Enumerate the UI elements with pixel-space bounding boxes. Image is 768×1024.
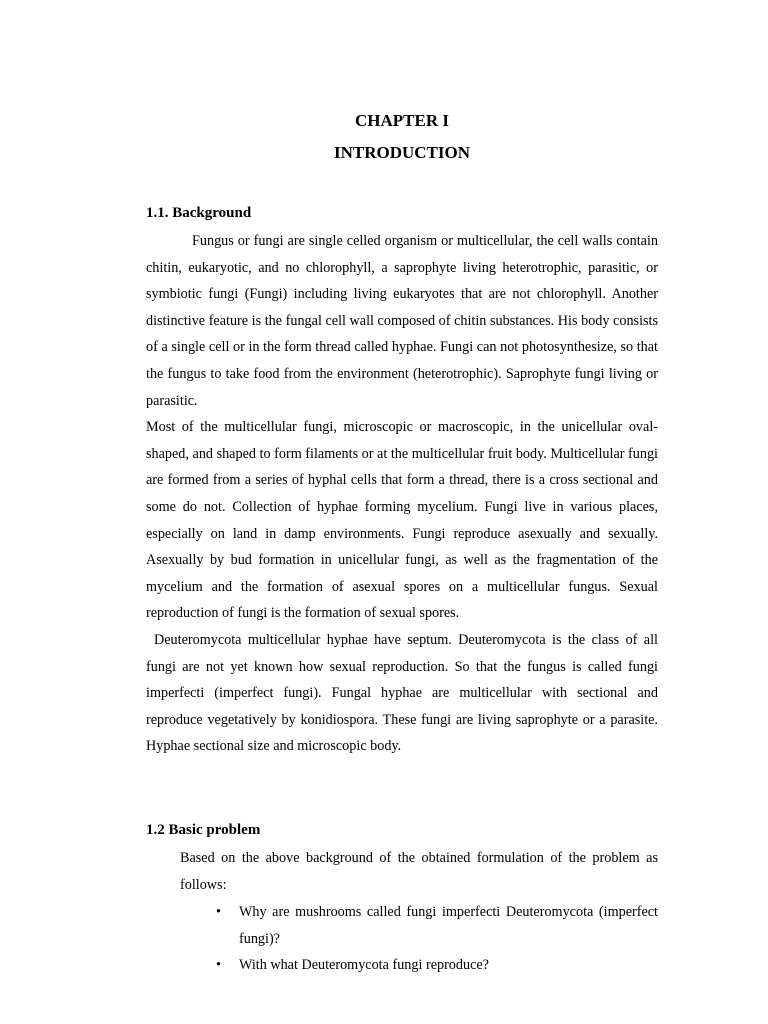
bullet-icon: • <box>216 904 221 920</box>
problem-list <box>216 899 658 979</box>
list-item-text: With what Deuteromycota fungi reproduce? <box>239 957 489 974</box>
bullet-icon: • <box>216 957 221 974</box>
list-item <box>216 952 658 979</box>
chapter-title: CHAPTER I <box>355 111 449 130</box>
list-item-text: Why are mushrooms called fungi imperfecti Deuteromycota (imperfect fungi)? <box>239 904 658 947</box>
basic-problem-body <box>180 845 658 898</box>
background-paragraph: Most of the multicellular fungi, microscopic or macroscopic, in the unicellular oval-shaped, and shaped to form filaments or at the multicellular fruit body. Multicellular fungi are formed from a series of hyphal cells that form a thread, there is a cross sectional and some do not. Collection of hyphae forming mycelium. Fungi live in various places, especially on land in damp environments. Fungi reproduce asexually and sexually. Asexually by bud formation in unicellular fungi, as well as the fragmentation of the mycelium and the formation of asexual spores on a multicellular fungus. Sexual reproduction of fungi is the formation of sexual spores. <box>146 419 658 622</box>
background-paragraph: Fungus or fungi are single celled organism or multicellular, the cell walls contain chitin, eukaryotic, and no chlorophyll, a saprophyte living heterotrophic, parasitic, or symbiotic fungi (Fungi) including living eukaryotes that are not chlorophyll. Another distinctive feature is the fungal cell wall composed of chitin substances. His body consists of a single cell or in the form thread called hyphae. Fungi can not photosynthesize, so that the fungus to take food from the environment (heterotrophic). Saprophyte fungi living or parasitic. <box>146 233 658 409</box>
basic-problem-intro: Based on the above background of the obtained formulation of the problem as follows: <box>180 850 658 893</box>
list-item <box>216 899 658 952</box>
background-paragraph: Deuteromycota multicellular hyphae have septum. Deuteromycota is the class of all fungi are not yet known how sexual reproduction. So that the fungus is called fungi imperfecti (imperfect fungi). Fungal hyphae are multicellular with sectional and reproduce vegetatively by konidiospora. These fungi are living saprophyte or a parasite. Hyphae sectional size and microscopic body. <box>146 631 658 755</box>
section-heading-basic-problem: 1.2 Basic problem <box>146 822 261 838</box>
section-heading-background: 1.1. Background <box>146 205 252 221</box>
background-body <box>146 228 658 760</box>
chapter-subtitle: INTRODUCTION <box>333 143 471 162</box>
